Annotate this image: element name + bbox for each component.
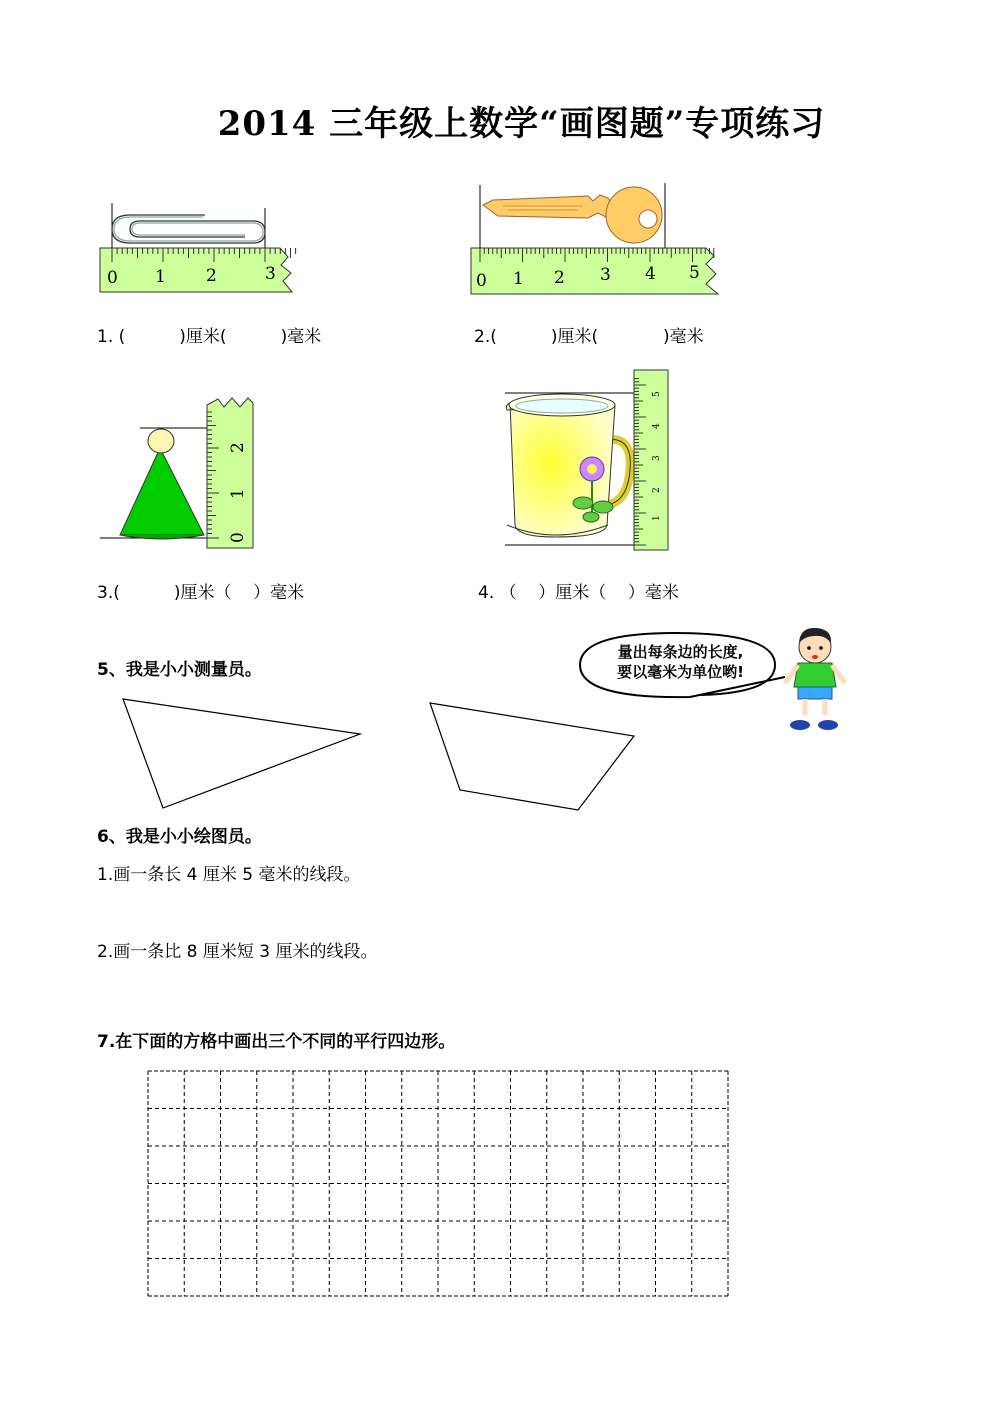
paperclip-icon xyxy=(112,215,265,243)
ruler-4-tick-label: 5 xyxy=(652,391,662,397)
cone-icon xyxy=(120,429,204,539)
key-ruler-figure xyxy=(468,180,723,300)
draw-item-1: 1.画一条长 4 厘米 5 毫米的线段。 xyxy=(97,865,361,885)
ruler-2-tick-label: 0 xyxy=(476,271,487,291)
ruler-3-tick-label: 2 xyxy=(228,442,248,453)
ruler-2 xyxy=(471,248,718,294)
bubble-line-1: 量出每条边的长度, xyxy=(617,643,744,661)
ruler-1-tick-label: 2 xyxy=(206,266,217,286)
cup-ruler-figure xyxy=(495,365,680,555)
ruler-3-tick-label: 1 xyxy=(228,488,248,499)
ruler-4-tick-label: 3 xyxy=(652,455,662,461)
measure-shapes xyxy=(110,690,650,820)
question-3: 3.( )厘米（ ）毫米 xyxy=(97,583,305,603)
ruler-3 xyxy=(207,398,253,548)
ruler-2-tick-label: 5 xyxy=(689,263,700,283)
ruler-2-tick-label: 1 xyxy=(513,269,524,289)
triangle-shape xyxy=(123,699,360,808)
page-title: 2014 三年级上数学“画图题”专项练习 xyxy=(217,104,826,144)
section-6-heading: 6、我是小小绘图员。 xyxy=(97,827,262,847)
bubble-line-2: 要以毫米为单位哟! xyxy=(617,663,744,681)
ruler-1-tick-label: 3 xyxy=(265,264,276,284)
draw-item-2: 2.画一条比 8 厘米短 3 厘米的线段。 xyxy=(97,942,378,962)
ruler-1 xyxy=(100,248,296,292)
cone-ruler-figure xyxy=(100,395,260,555)
ruler-4-tick-label: 2 xyxy=(652,487,662,493)
paperclip-ruler-figure xyxy=(95,195,305,300)
cup-icon xyxy=(506,394,630,537)
ruler-1-tick-label: 0 xyxy=(107,268,118,288)
section-5-heading: 5、我是小小测量员。 xyxy=(97,660,262,680)
key-icon xyxy=(483,187,662,243)
ruler-4-tick-label: 1 xyxy=(652,515,662,521)
ruler-1-tick-label: 1 xyxy=(155,267,166,287)
boy-icon xyxy=(785,628,845,730)
question-4: 4. （ ）厘米（ ）毫米 xyxy=(478,583,679,603)
ruler-4-tick-label: 4 xyxy=(652,423,662,429)
section-7-heading: 7.在下面的方格中画出三个不同的平行四边形。 xyxy=(97,1032,456,1052)
quadrilateral-shape xyxy=(430,703,634,810)
dotted-grid[interactable] xyxy=(147,1070,729,1300)
ruler-2-tick-label: 3 xyxy=(600,265,611,285)
question-2: 2.( )厘米( )毫米 xyxy=(474,327,704,347)
question-1: 1. ( )厘米( )毫米 xyxy=(97,327,322,347)
speech-bubble-text xyxy=(588,642,773,682)
ruler-4 xyxy=(634,370,668,550)
ruler-2-tick-label: 2 xyxy=(554,268,565,288)
ruler-2-tick-label: 4 xyxy=(645,264,656,284)
grid-lines xyxy=(148,1071,728,1296)
ruler-3-tick-label: 0 xyxy=(228,532,248,543)
